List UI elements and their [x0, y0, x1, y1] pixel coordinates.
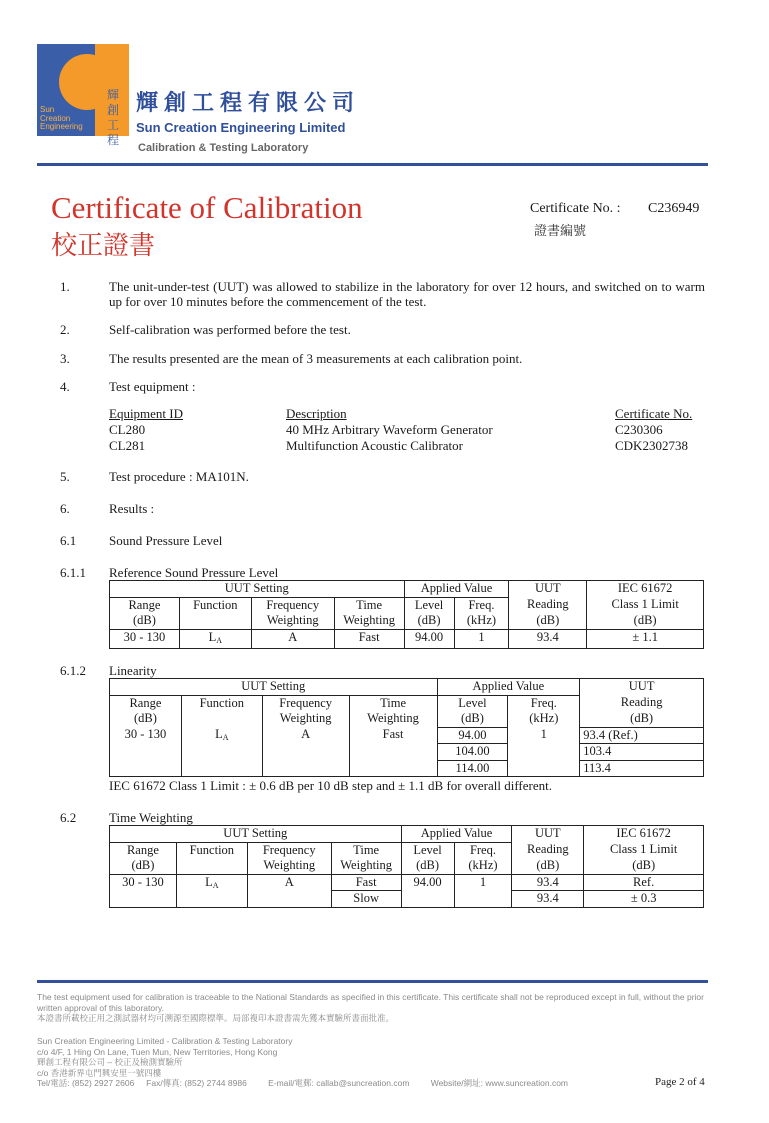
equipment-certificate: CDK2302738	[615, 438, 688, 453]
lab-contacts	[37, 1078, 568, 1089]
item-text: The results presented are the mean of 3 measurements at each calibration point.	[109, 351, 523, 366]
traceability-statement: The test equipment used for calibration is traceable to the National Standards as specified in this certificate. This certificate shall not be reproduced except in full, without the prior written approval of this laboratory. 本證書所載校正用之測試器材均可溯源至國際標準。局部複印本證書需先獲本實驗所書面批准。	[37, 992, 704, 1023]
equipment-description: Multifunction Acoustic Calibrator	[286, 438, 463, 453]
item-text: Results :	[109, 501, 155, 516]
time-weighting-table	[109, 825, 704, 908]
level-header: Level (dB)	[404, 597, 454, 629]
item-number: 4.	[60, 379, 70, 394]
reading-cell: 93.4	[512, 874, 584, 891]
footer-divider	[37, 980, 708, 983]
level-header: Level (dB)	[437, 695, 508, 727]
reading-header: Reading (dB)	[509, 597, 587, 629]
reading-cell: 113.4	[580, 760, 704, 777]
item-text: Sound Pressure Level	[109, 533, 223, 548]
range-header: Range (dB)	[110, 695, 182, 727]
item-number: 6.2	[60, 810, 77, 825]
linearity-table	[109, 678, 704, 777]
limit-cell: ± 0.3	[584, 891, 704, 908]
email-link[interactable]: E-mail/電郵: callab@suncreation.com	[268, 1078, 410, 1088]
reference-spl-table	[109, 580, 704, 649]
certificate-number-label-cn: 證書編號	[534, 224, 587, 239]
function-cell: $L_A$	[181, 727, 262, 777]
frequency-weighting-header: Frequency Weighting	[262, 695, 349, 727]
certificate-title-cn: 校正證書	[51, 231, 156, 261]
equipment-description: 40 MHz Arbitrary Waveform Generator	[286, 422, 493, 437]
item-number: 6.1	[60, 533, 77, 548]
equipment-description-column	[286, 406, 493, 454]
reading-header: Reading (dB)	[512, 842, 584, 874]
reading-cell: 93.4 (Ref.)	[580, 727, 704, 744]
level-header: Level (dB)	[401, 842, 454, 874]
level-cell: 94.00	[437, 727, 508, 744]
uut-setting-header: UUT Setting	[110, 581, 405, 598]
iec-header: IEC 61672	[587, 581, 704, 598]
frequency-weighting-cell: A	[251, 629, 334, 649]
item-number: 3.	[60, 351, 70, 366]
frequency-weighting-header: Frequency Weighting	[251, 597, 334, 629]
level-cell: 94.00	[404, 629, 454, 649]
item-text: Time Weighting	[109, 810, 193, 825]
item-text: Self-calibration was performed before the test.	[109, 322, 351, 337]
limit-header: Class 1 Limit (dB)	[584, 842, 704, 874]
uut-header: UUT	[580, 679, 704, 696]
item-text: The unit-under-test (UUT) was allowed to stabilize in the laboratory for over 12 hours, and switched on to warm up for over 10 minutes before the commencement of the test.	[109, 279, 705, 309]
frequency-weighting-header: Frequency Weighting	[247, 842, 331, 874]
time-weighting-cell: Fast	[349, 727, 437, 777]
certificate-title-en: Certificate of Calibration	[51, 190, 363, 225]
freq-cell: 1	[508, 727, 580, 777]
applied-value-header: Applied Value	[437, 679, 580, 696]
time-weighting-cell: Fast	[334, 629, 404, 649]
equipment-id-column	[109, 406, 183, 454]
uut-header: UUT	[509, 581, 587, 598]
equipment-certificate: C230306	[615, 422, 663, 437]
item-text: Test equipment :	[109, 379, 196, 394]
logo-en-text: Sun Creation Engineering	[40, 105, 83, 131]
company-name-cn: 輝創工程有限公司	[136, 91, 361, 116]
function-header: Function	[179, 597, 251, 629]
range-cell: 30 - 130	[110, 874, 177, 907]
level-cell: 104.00	[437, 744, 508, 761]
lab-name: Calibration & Testing Laboratory	[138, 142, 309, 154]
equipment-certificate-column	[615, 406, 692, 454]
certificate-number-label: Certificate No. :	[530, 201, 621, 216]
applied-value-header: Applied Value	[404, 581, 509, 598]
item-number: 6.	[60, 501, 70, 516]
frequency-weighting-cell: A	[247, 874, 331, 907]
item-number: 1.	[60, 279, 70, 294]
website-link[interactable]: Website/網址: www.suncreation.com	[430, 1078, 569, 1088]
frequency-weighting-cell: A	[262, 727, 349, 777]
time-weighting-header: Time Weighting	[334, 597, 404, 629]
reading-cell: 103.4	[580, 744, 704, 761]
certificate-number-value: C236949	[648, 201, 700, 216]
linearity-limit-note: IEC 61672 Class 1 Limit : ± 0.6 dB per 10 dB step and ± 1.1 dB for overall different.	[109, 778, 552, 793]
level-cell: 94.00	[401, 874, 454, 907]
table-row	[110, 629, 704, 649]
applied-value-header: Applied Value	[401, 826, 512, 843]
item-text: Linearity	[109, 663, 157, 678]
company-logo	[37, 44, 129, 147]
fax: Fax/傳真: (852) 2744 8986	[146, 1078, 247, 1088]
reading-header: Reading (dB)	[580, 695, 704, 727]
item-number: 5.	[60, 469, 70, 484]
freq-header: Freq. (kHz)	[454, 597, 509, 629]
uut-setting-header: UUT Setting	[110, 679, 438, 696]
limit-header: Class 1 Limit (dB)	[587, 597, 704, 629]
function-header: Function	[181, 695, 262, 727]
item-number: 6.1.1	[60, 565, 86, 580]
page-number: Page 2 of 4	[655, 1076, 705, 1088]
limit-cell: Ref.	[584, 874, 704, 891]
reading-cell: 93.4	[509, 629, 587, 649]
item-text: Test procedure : MA101N.	[109, 469, 249, 484]
freq-header: Freq. (kHz)	[508, 695, 580, 727]
uut-header: UUT	[512, 826, 584, 843]
time-weighting-cell: Fast	[331, 874, 401, 891]
freq-cell: 1	[454, 629, 509, 649]
time-weighting-header: Time Weighting	[349, 695, 437, 727]
freq-cell: 1	[454, 874, 512, 907]
level-cell: 114.00	[437, 760, 508, 777]
header-divider	[37, 163, 708, 166]
equipment-id-header: Equipment ID	[109, 406, 184, 421]
time-weighting-header: Time Weighting	[331, 842, 401, 874]
range-cell: 30 - 130	[110, 727, 182, 777]
item-text: Reference Sound Pressure Level	[109, 565, 279, 580]
range-header: Range (dB)	[110, 597, 180, 629]
table-row	[110, 727, 704, 744]
equipment-id: CL280	[109, 422, 146, 437]
range-header: Range (dB)	[110, 842, 177, 874]
item-number: 6.1.2	[60, 663, 86, 678]
equipment-description-header: Description	[286, 406, 347, 421]
function-cell: $L_A$	[179, 629, 251, 649]
iec-header: IEC 61672	[584, 826, 704, 843]
freq-header: Freq. (kHz)	[454, 842, 512, 874]
table-row	[110, 874, 704, 891]
lab-address: Sun Creation Engineering Limited - Calibration & Testing Laboratory c/o 4/F, 1 Hing On Lane, Tuen Mun, New Territories, Hong Kong 輝創工程有限公司 – 校正及檢測實驗所 c/o 香港新界屯門興安里一號四樓	[37, 1036, 293, 1078]
item-number: 2.	[60, 322, 70, 337]
telephone: Tel/電話: (852) 2927 2606	[37, 1078, 135, 1088]
function-header: Function	[176, 842, 247, 874]
equipment-id: CL281	[109, 438, 146, 453]
limit-cell: ± 1.1	[587, 629, 704, 649]
function-cell: $L_A$	[176, 874, 247, 907]
logo-cjk-text: 輝 創 工 程	[106, 88, 119, 147]
company-name-en: Sun Creation Engineering Limited	[136, 120, 346, 135]
reading-cell: 93.4	[512, 891, 584, 908]
equipment-certificate-header: Certificate No.	[615, 406, 693, 421]
uut-setting-header: UUT Setting	[110, 826, 402, 843]
range-cell: 30 - 130	[110, 629, 180, 649]
time-weighting-cell: Slow	[331, 891, 401, 908]
